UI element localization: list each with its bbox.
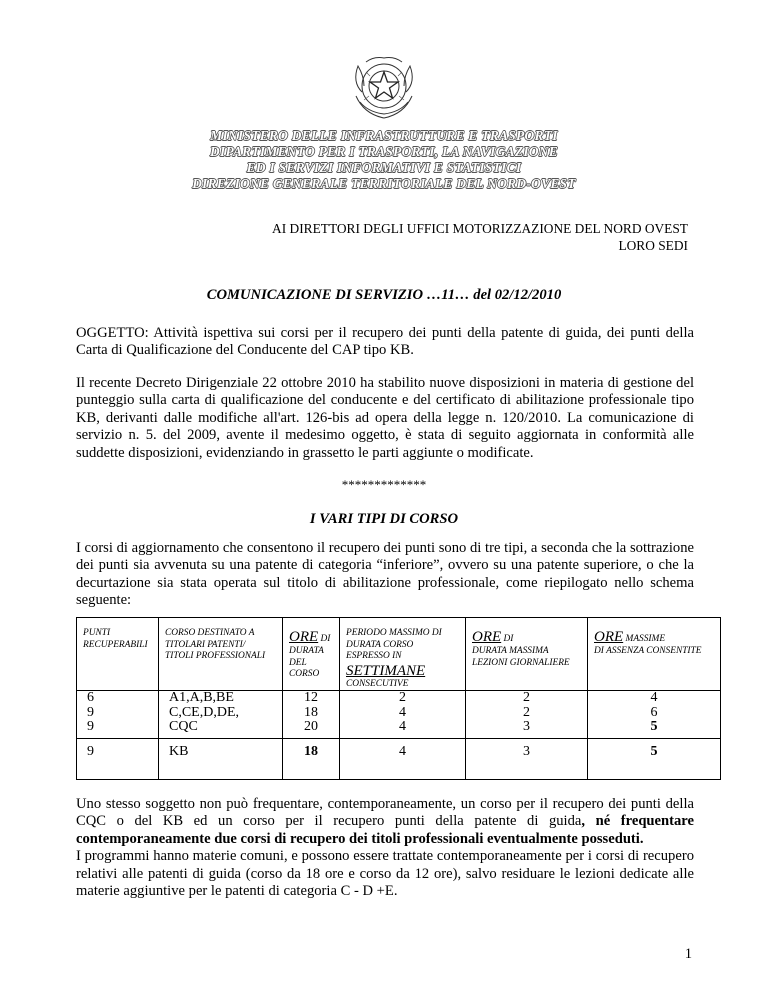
header-cell: ORE DI DURATA DEL CORSO <box>283 618 340 691</box>
ministry-line: ED I SERVIZI INFORMATIVI E STATISTICI <box>246 160 522 175</box>
ministry-line: MINISTERO DELLE INFRASTRUTTURE E TRASPORTI <box>210 128 558 143</box>
recipient-line: AI DIRETTORI DEGLI UFFICI MOTORIZZAZIONE DEL NORD OVEST <box>272 221 688 236</box>
page-number: 1 <box>684 946 692 962</box>
courses-paragraph: I corsi di aggiornamento che consentono il recupero dei punti sono di tre tipi, a seconda che la sottrazione dei punti sia avvenuta su una patente di categoria “inferiore”, ovvero su una patente superiore, o che la decurtazione sia stata operata sul titolo di abilitazione professionale, come riepilogato nello schema seguente: <box>76 540 694 609</box>
header-cell: PERIODO MASSIMO DI DURATA CORSO ESPRESSO IN SETTIMANE CONSECUTIVE <box>340 618 466 691</box>
subject-paragraph: OGGETTO: Attività ispettiva sui corsi per il recupero dei punti della patente di guida, dei punti della Carta di Qualificazione del Conducente del CAP tipo KB. <box>76 325 694 359</box>
recipient-sedi: LORO SEDI <box>618 238 688 253</box>
table-row <box>77 691 721 739</box>
table-cell: 6 9 9 <box>77 691 159 739</box>
table-cell: 2 2 3 <box>466 691 588 739</box>
communication-title: COMUNICAZIONE DI SERVIZIO …11… del 02/12/2010 <box>206 287 562 303</box>
header-cell: ORE DI DURATA MASSIMA LEZIONI GIORNALIERE <box>466 618 588 691</box>
table-cell: A1,A,B,BE C,CE,D,DE, CQC <box>159 691 283 739</box>
courses-table <box>76 617 721 780</box>
ministry-line: DIPARTIMENTO PER I TRASPORTI, LA NAVIGAZIONE <box>209 144 559 159</box>
rules-paragraph <box>76 796 694 900</box>
recipients <box>272 220 688 254</box>
header-cell: CORSO DESTINATO A TITOLARI PATENTI/ TITOLI PROFESSIONALI <box>159 618 283 691</box>
header-cell: ORE MASSIME DI ASSENZA CONSENTITE <box>588 618 721 691</box>
ministry-heading <box>0 128 768 192</box>
table-header-row <box>77 618 721 691</box>
rules-text-bold: , né frequentare contemporaneamente due corsi di recupero dei titoli professionali eventualmente posseduti. <box>76 813 694 847</box>
table-row <box>77 739 721 780</box>
ministry-line: DIREZIONE GENERALE TERRITORIALE DEL NORD-OVEST <box>192 176 576 191</box>
separator-stars: ************* <box>341 477 427 492</box>
table-cell: 12 18 20 <box>283 691 340 739</box>
rules-text: Uno stesso soggetto non può frequentare, contemporaneamente, un corso per il recupero dei punti della CQC o del KB ed un corso per il recupero punti della patente di guida <box>76 796 694 830</box>
decree-paragraph: Il recente Decreto Dirigenziale 22 ottobre 2010 ha stabilito nuove disposizioni in materia di gestione del punteggio sulla carta di qualificazione del conducente e del certificato di abilitazione professionale tipo KB, derivanti dalle modifiche all'art. 126-bis ad opera della legge n. 120/2010. La comunicazione di servizio n. 5. del 2009, avente il medesimo oggetto, è stata di seguito aggiornata in conformità alle suddette disposizioni, evidenziando in grassetto le parti aggiunte o modificate. <box>76 375 694 461</box>
table-cell: 2 4 4 <box>340 691 466 739</box>
table-cell: 4 6 5 <box>588 691 721 739</box>
header-cell: PUNTI RECUPERABILI <box>77 618 159 691</box>
republic-emblem-icon <box>344 52 424 124</box>
table-cell: 5 <box>588 739 721 780</box>
section-title: I VARI TIPI DI CORSO <box>309 511 459 527</box>
table-cell: 4 <box>340 739 466 780</box>
programs-text: I programmi hanno materie comuni, e possono essere trattate contemporaneamente per i corsi di recupero relativi alle patenti di guida (corso da 18 ore e corso da 12 ore), salvo residuare le lezioni dedicate alle materie aggiuntive per le patenti di categoria C - D +E. <box>76 848 694 900</box>
table-cell: 9 <box>77 739 159 780</box>
table-cell: KB <box>159 739 283 780</box>
table-cell: 3 <box>466 739 588 780</box>
table-cell: 18 <box>283 739 340 780</box>
